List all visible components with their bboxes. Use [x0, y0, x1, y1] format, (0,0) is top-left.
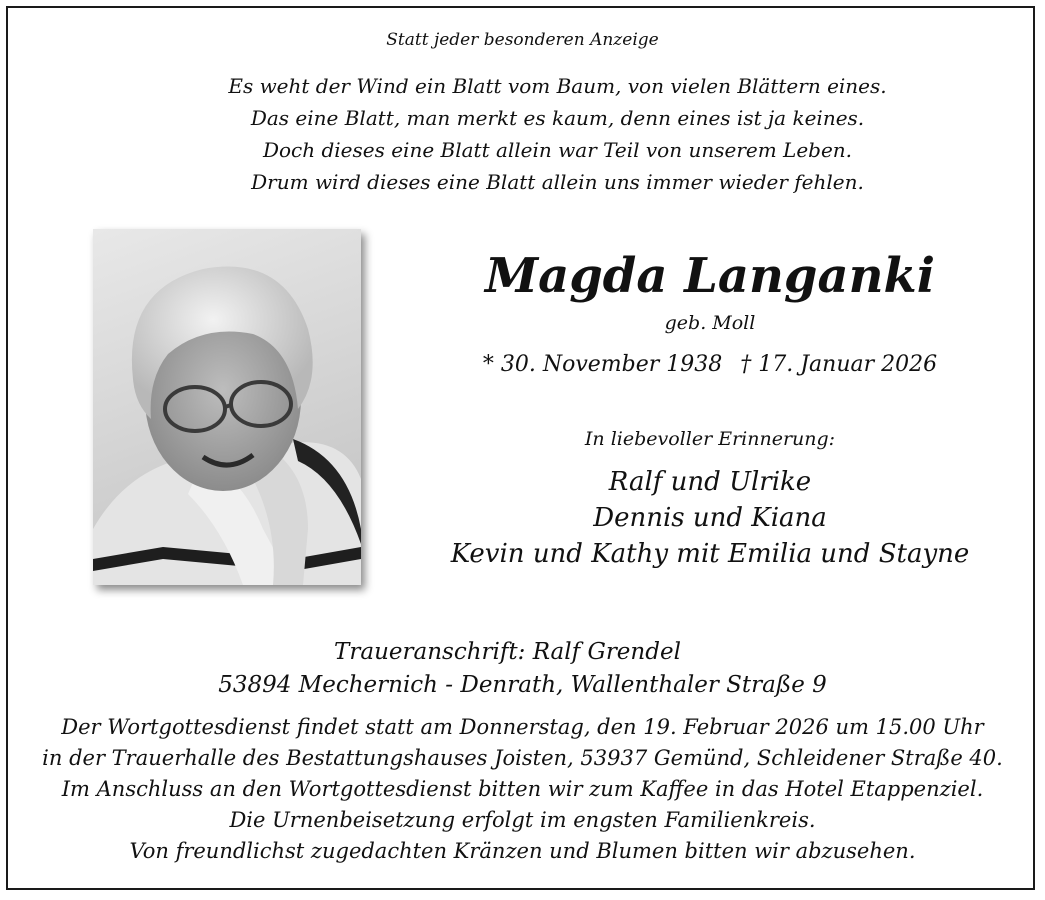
- family-line: Ralf und Ulrike: [608, 467, 812, 497]
- family-line: Kevin und Kathy mit Emilia und Stayne: [450, 539, 970, 569]
- memory-label: In liebevoller Erinnerung:: [584, 428, 836, 450]
- mourning-address: [0, 636, 1045, 702]
- notice-line: Von freundlichst zugedachten Kränzen und Blumen bitten wir abzusehen.: [129, 839, 916, 863]
- poem-line: Doch dieses eine Blatt allein war Teil von unserem Leben.: [262, 138, 853, 162]
- birth-name: geb. Moll: [664, 312, 756, 334]
- header-line: Statt jeder besonderen Anzeige: [386, 30, 659, 50]
- family-line: Dennis und Kiana: [593, 503, 827, 533]
- poem-line: Das eine Blatt, man merkt es kaum, denn eines ist ja keines.: [250, 106, 865, 130]
- poem: [0, 70, 1045, 198]
- poem-line: Drum wird dieses eine Blatt allein uns immer wieder fehlen.: [251, 170, 864, 194]
- address-line: Traueranschrift: Ralf Grendel: [334, 639, 681, 665]
- poem-line: Es weht der Wind ein Blatt vom Baum, von vielen Blättern eines.: [228, 74, 887, 98]
- notice-line: Im Anschluss an den Wortgottesdienst bitten wir zum Kaffee in das Hotel Etappenziel.: [61, 777, 984, 801]
- address-line: 53894 Mechernich - Denrath, Wallenthaler Straße 9: [218, 672, 827, 698]
- notice-line: in der Trauerhalle des Bestattungshauses Joisten, 53937 Gemünd, Schleidener Straße 40.: [42, 746, 1003, 770]
- notice-line: Die Urnenbeisetzung erfolgt im engsten Familienkreis.: [229, 808, 816, 832]
- death-date: † 17. Januar 2026: [740, 352, 938, 377]
- service-notice: [0, 712, 1045, 867]
- portrait-illustration: [93, 229, 361, 585]
- birth-date: * 30. November 1938: [482, 352, 723, 377]
- portrait-photo-icon: [93, 229, 361, 585]
- notice-line: Der Wortgottesdienst findet statt am Donnerstag, den 19. Februar 2026 um 15.00 Uhr: [61, 715, 984, 739]
- deceased-name: Magda Langanki: [485, 248, 935, 304]
- life-dates: [420, 352, 1000, 377]
- family-list: [400, 464, 1020, 572]
